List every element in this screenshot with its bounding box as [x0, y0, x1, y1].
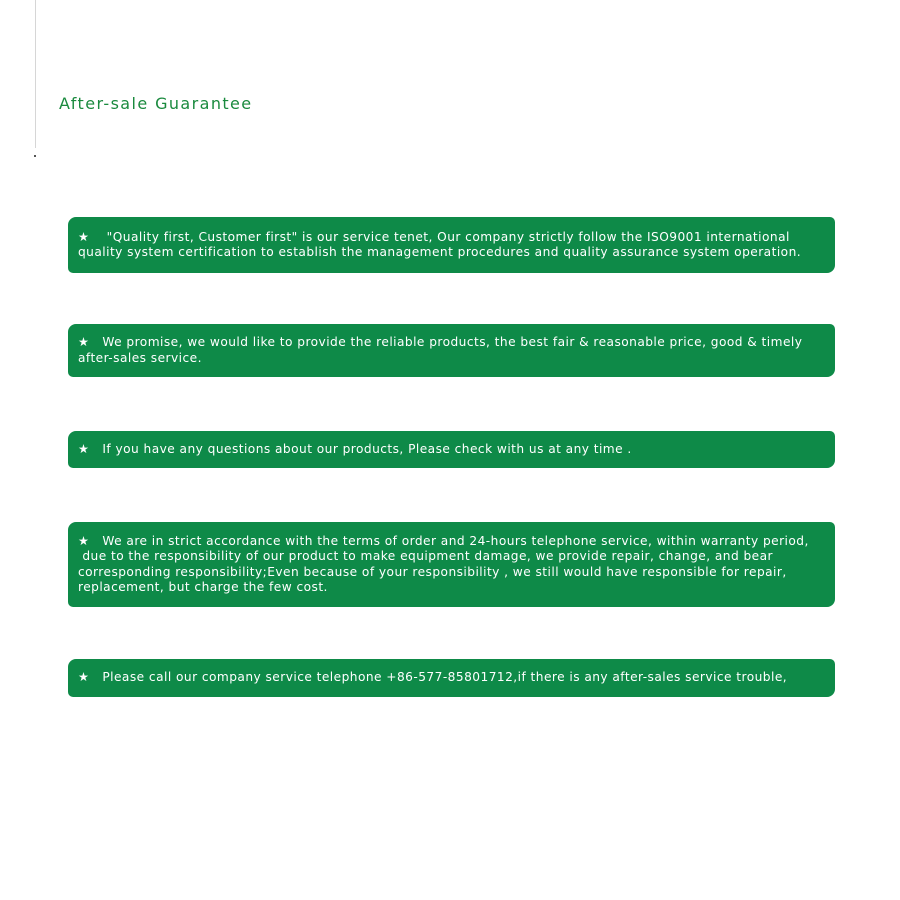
banner-text: ★ "Quality first, Customer first" is our service tenet, Our company strictly follow the ISO9001 international quality system certification to establish the management procedures and quality assurance system operation.	[78, 229, 802, 259]
banner-text: ★ Please call our company service telephone +86-577-85801712,if there is any after-sales service trouble,	[78, 670, 788, 685]
banner-text: ★ We promise, we would like to provide the reliable products, the best fair & reasonable price, good & timely after-sales service.	[78, 335, 803, 365]
banner-text: ★ We are in strict accordance with the terms of order and 24-hours telephone service, within warranty period, due to the responsibility of our product to make equipment damage, we provide repair, change, and bear corresponding responsibility;Even because of your responsibility , we still would have responsible for repair, replacement, but charge the few cost.	[78, 534, 809, 594]
guarantee-banner-questions	[68, 431, 835, 468]
margin-dot	[34, 155, 36, 157]
guarantee-banner-warranty	[68, 522, 835, 607]
guarantee-banner-quality	[68, 217, 835, 273]
guarantee-banner-telephone	[68, 659, 835, 697]
left-margin-rule	[35, 0, 36, 148]
page-title: After-sale Guarantee	[59, 94, 253, 113]
guarantee-banner-promise	[68, 324, 835, 377]
banner-text: ★ If you have any questions about our products, Please check with us at any time .	[78, 441, 632, 456]
